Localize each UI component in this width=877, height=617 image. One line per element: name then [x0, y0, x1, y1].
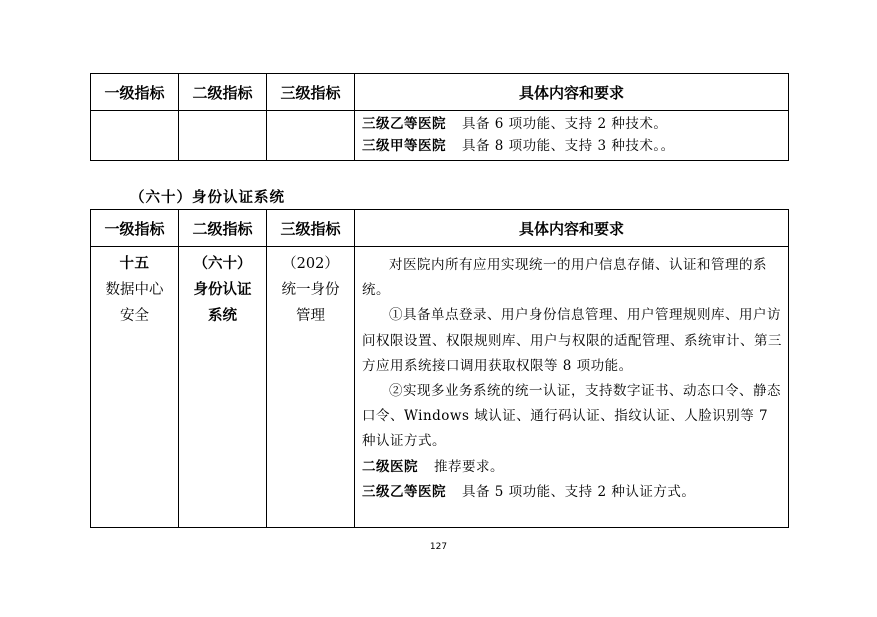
grade-label: 二级医院	[362, 458, 418, 475]
level3-line: 统一身份	[281, 282, 340, 298]
header-level2: 二级指标	[179, 74, 267, 111]
level3-line: 管理	[296, 308, 325, 324]
paragraph: 对医院内所有应用实现统一的用户信息存储、认证和管理的系统。	[362, 257, 767, 299]
header-level3: 三级指标	[267, 74, 355, 111]
table-header-row	[91, 210, 789, 247]
requirements-table	[90, 209, 789, 528]
header-level2: 二级指标	[179, 210, 267, 247]
level2-line: 身份认证	[193, 281, 252, 298]
grade-line	[362, 135, 782, 157]
content-cell	[355, 247, 789, 528]
grade-text: 具备 5 项功能、支持 2 种认证方式。	[462, 483, 696, 500]
level2-line: （六十）	[193, 255, 252, 272]
header-level1: 一级指标	[91, 74, 179, 111]
level1-line: 安全	[120, 308, 149, 324]
level2-line: 系统	[208, 307, 237, 324]
table-row	[91, 247, 789, 528]
content-cell	[355, 111, 789, 161]
grade-line	[362, 113, 782, 135]
level1-line: 十五	[119, 256, 150, 272]
paragraph: ①具备单点登录、用户身份信息管理、用户管理规则库、用户访问权限设置、权限规则库、用户与权限的适配管理、系统审计、第三方应用系统接口调用获取权限等 8 项功能。	[362, 307, 782, 374]
header-content: 具体内容和要求	[355, 74, 789, 111]
header-level1: 一级指标	[91, 210, 179, 247]
table-header-row	[91, 74, 789, 111]
grade-label: 三级乙等医院	[362, 116, 446, 132]
empty-cell-level2	[179, 111, 267, 161]
empty-cell-level3	[267, 111, 355, 161]
grade-line	[362, 480, 782, 505]
level1-line: 数据中心	[105, 282, 164, 298]
level3-cell	[267, 247, 355, 528]
header-level3: 三级指标	[267, 210, 355, 247]
grade-text: 具备 6 项功能、支持 2 种技术。	[462, 116, 668, 132]
grade-text: 具备 8 项功能、支持 3 种技术。。	[462, 138, 675, 154]
page-number: 127	[429, 542, 448, 552]
level3-line: （202）	[282, 256, 339, 272]
level2-cell	[179, 247, 267, 528]
level1-cell	[91, 247, 179, 528]
empty-cell-level1	[91, 111, 179, 161]
requirements-table-continued	[90, 73, 789, 161]
grade-text: 推荐要求。	[434, 458, 504, 475]
header-content: 具体内容和要求	[355, 210, 789, 247]
paragraph: ②实现多业务系统的统一认证，支持数字证书、动态口令、静态口令、Windows 域认证、通行码认证、指纹认证、人脸识别等 7 种认证方式。	[362, 383, 781, 450]
table-row	[91, 111, 789, 161]
grade-label: 三级甲等医院	[362, 138, 446, 154]
section-title: （六十）身份认证系统	[130, 189, 285, 206]
grade-label: 三级乙等医院	[362, 483, 446, 500]
grade-line	[362, 455, 782, 480]
